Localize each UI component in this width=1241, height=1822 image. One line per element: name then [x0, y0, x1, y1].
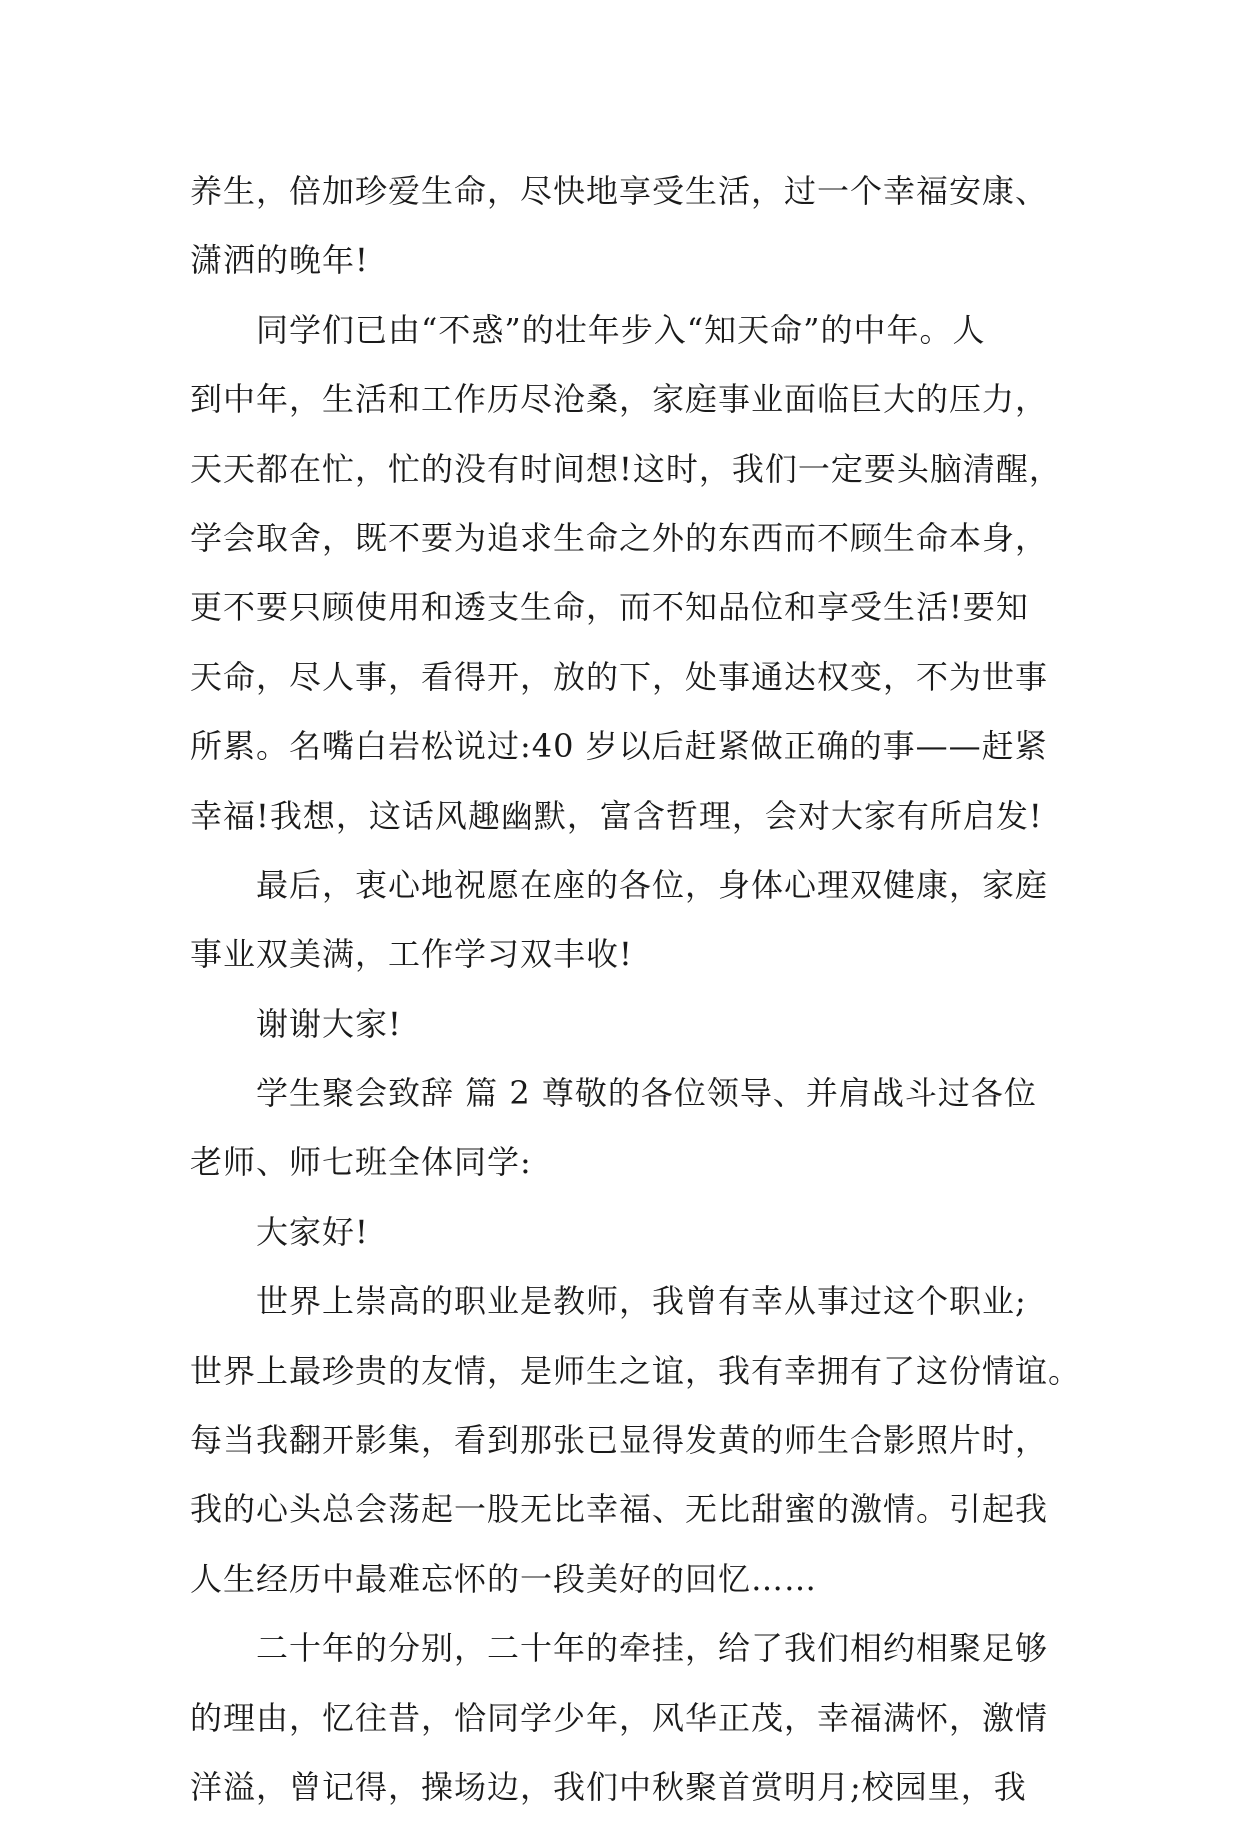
body-text: [190, 157, 1082, 1822]
text-line: 谢谢大家!: [190, 1004, 402, 1043]
text-line: 潇洒的晚年!: [190, 241, 369, 280]
text-line: 所累。名嘴白岩松说过:40 岁以后赶紧做正确的事——赶紧: [190, 727, 1048, 766]
text-line: 同学们已由“不惑”的壮年步入“知天命”的中年。人: [190, 310, 986, 349]
text-line: 我的心头总会荡起一股无比幸福、无比甜蜜的激情。引起我: [190, 1490, 1049, 1529]
text-line: 最后，衷心地祝愿在座的各位，身体心理双健康，家庭: [190, 865, 1049, 904]
text-line: 到中年，生活和工作历尽沧桑，家庭事业面临巨大的压力，: [190, 380, 1049, 419]
text-line: 养生，倍加珍爱生命，尽快地享受生活，过一个幸福安康、: [190, 172, 1049, 210]
text-line: 学会取舍，既不要为追求生命之外的东西而不顾生命本身，: [190, 518, 1049, 557]
text-line: 洋溢，曾记得，操场边，我们中秋聚首赏明月;校园里，我: [190, 1767, 1027, 1806]
text-line: 天命，尽人事，看得开，放的下，处事通达权变，不为世事: [190, 657, 1049, 696]
text-line: 二十年的分别，二十年的牵挂，给了我们相约相聚足够: [190, 1629, 1049, 1668]
text-line: 老师、师七班全体同学:: [190, 1143, 532, 1182]
text-line: 学生聚会致辞 篇 2 尊敬的各位领导、并肩战斗过各位: [190, 1074, 1037, 1113]
text-line: 每当我翻开影集，看到那张已显得发黄的师生合影照片时，: [190, 1421, 1049, 1460]
text-line: 世界上崇高的职业是教师，我曾有幸从事过这个职业;: [190, 1282, 1027, 1321]
text-line: 的理由，忆往昔，恰同学少年，风华正茂，幸福满怀，激情: [190, 1698, 1049, 1737]
text-line: 天天都在忙，忙的没有时间想!这时，我们一定要头脑清醒，: [190, 449, 1062, 488]
text-line: 世界上最珍贵的友情，是师生之谊，我有幸拥有了这份情谊。: [190, 1351, 1082, 1390]
text-line: 更不要只顾使用和透支生命，而不知品位和享受生活!要知: [190, 588, 1029, 627]
text-line: 事业双美满，工作学习双丰收!: [190, 935, 633, 974]
text-line: 人生经历中最难忘怀的一段美好的回忆……: [190, 1559, 818, 1598]
text-line: 大家好!: [190, 1212, 369, 1251]
text-line: 幸福!我想，这话风趣幽默，富含哲理，会对大家有所启发!: [190, 796, 1043, 835]
